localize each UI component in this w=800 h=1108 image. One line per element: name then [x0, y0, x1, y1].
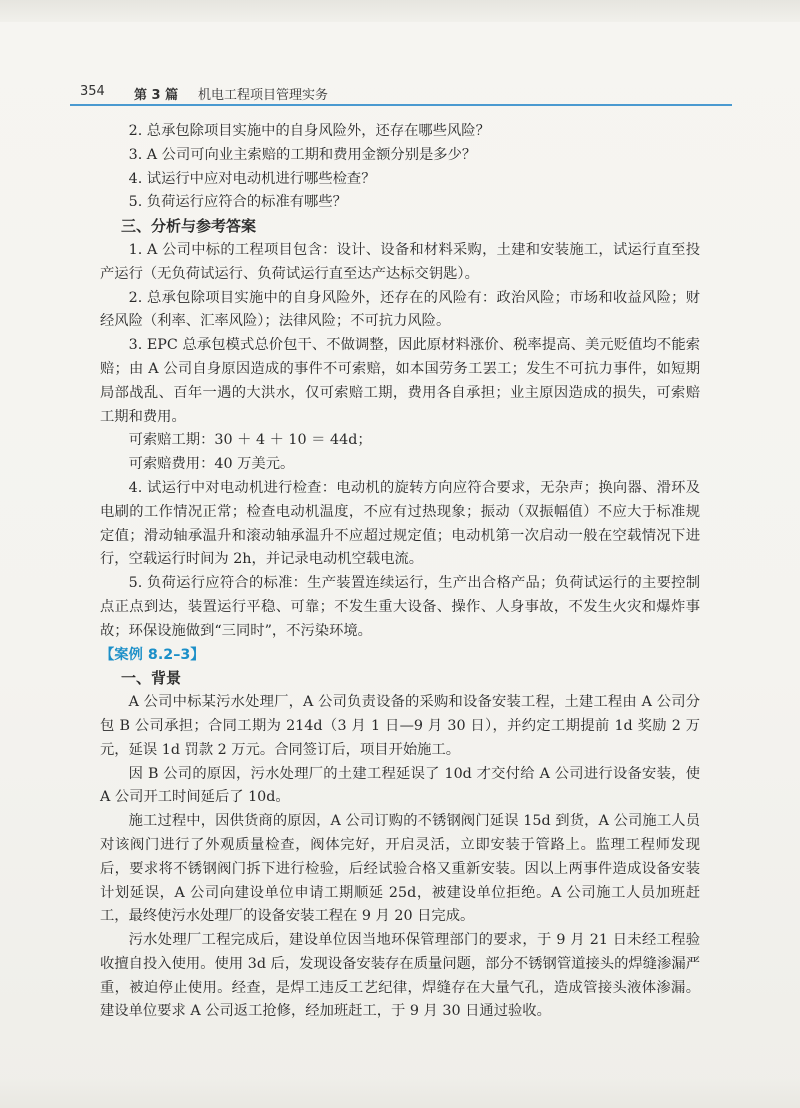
scan-bottom-edge [0, 1078, 800, 1108]
book-title: 机电工程项目管理实务 [198, 88, 329, 103]
question-item: 4. 试运行中应对电动机进行哪些检查？ [128, 170, 376, 187]
answer-paragraph: 1. A 公司中标的工程项目包含：设计、设备和材料采购，土建和安装施工，试运行直至投产运行（无负荷试运行、负荷试运行直至达产达标交钥匙）。 [100, 241, 700, 282]
part-label: 第 3 篇 [134, 88, 179, 103]
question-item: 3. A 公司可向业主索赔的工期和费用金额分别是多少？ [128, 146, 477, 163]
case-paragraph: 因 B 公司的原因，污水处理厂的土建工程延误了 10d 才交付给 A 公司进行设备安装，使 A 公司开工时间延后了 10d。 [100, 765, 700, 806]
scan-top-edge [0, 0, 800, 22]
background-heading: 一、背景 [121, 669, 182, 688]
page-number: 354 [80, 84, 105, 99]
case-paragraph: 污水处理厂工程完成后，建设单位因当地环保管理部门的要求，于 9 月 21 日未经工程验收擅自投入使用。使用 3d 后，发现设备安装存在质量问题，部分不锈钢管道接头的焊缝渗漏严重，被迫停止使用。经查，是焊工违反工艺纪律，焊缝存在大量气孔，造成管接头液体渗漏。建设单位要求 A 公司返工抢修，经加班赶工，于 9 月 30 日通过验收。 [100, 932, 700, 1020]
answer-paragraph: 3. EPC 总承包模式总价包干、不做调整，因此原材料涨价、税率提高、美元贬值均不能索赔；由 A 公司自身原因造成的事件不可索赔，如本国劳务工罢工；发生不可抗力事件，如短期局部战乱、百年一遇的大洪水，仅可索赔工期，费用各自承担；业主原因造成的损失，可索赔工期和费用。 [100, 337, 700, 425]
answers-heading: 三、分析与参考答案 [121, 217, 257, 236]
answer-paragraph: 5. 负荷运行应符合的标准：生产装置连续运行，生产出合格产品；负荷试运行的主要控制点正点到达，装置运行平稳、可靠；不发生重大设备、操作、人身事故，不发生火灾和爆炸事故；环保设施做到“三同时”，不污染环境。 [100, 575, 700, 639]
answer-paragraph: 2. 总承包除项目实施中的自身风险外，还存在的风险有：政治风险；市场和收益风险；财经风险（利率、汇率风险）；法律风险；不可抗力风险。 [100, 289, 700, 330]
question-item: 2. 总承包除项目实施中的自身风险外，还存在哪些风险？ [128, 123, 490, 139]
case-paragraph: A 公司中标某污水处理厂，A 公司负责设备的采购和设备安装工程，土建工程由 A 公司分包 B 公司承担；合同工期为 214d（3 月 1 日—9 月 30 日），并约定工期提前 1d 奖励 2 万元，延误 1d 罚款 2 万元。合同签订后，项目开始施工。 [100, 694, 700, 758]
answer-paragraph: 可索赔工期：30 ＋ 4 ＋ 10 ＝ 44d； [128, 432, 372, 449]
question-item: 5. 负荷运行应符合的标准有哪些？ [128, 194, 347, 211]
case-paragraph: 施工过程中，因供货商的原因，A 公司订购的不锈钢阀门延误 15d 到货，A 公司施工人员对该阀门进行了外观质量检查，阀体完好，开启灵活，立即安装于管路上。监理工程师发现后，要求将不锈钢阀门拆下进行检验，后经试验合格又重新安装。因以上两事件造成设备安装计划延误，A 公司向建设单位申请工期顺延 25d，被建设单位拒绝。A 公司施工人员加班赶工，最终使污水处理厂的设备安装工程在 9 月 20 日完成。 [100, 813, 700, 925]
running-header [70, 80, 732, 106]
page-body [100, 120, 700, 1024]
answer-paragraph: 4. 试运行中对电动机进行检查：电动机的旋转方向应符合要求，无杂声；换向器、滑环及电刷的工作情况正常；检查电动机温度，不应有过热现象；振动（双振幅值）不应大于标准规定值；滑动轴承温升和滚动轴承温升不应超过规定值；电动机第一次启动一般在空载情况下进行，空载运行时间为 2h，并记录电动机空载电流。 [100, 479, 700, 568]
case-label: 【案例 8.2–3】 [100, 646, 205, 663]
answer-paragraph: 可索赔费用：40 万美元。 [128, 456, 295, 473]
